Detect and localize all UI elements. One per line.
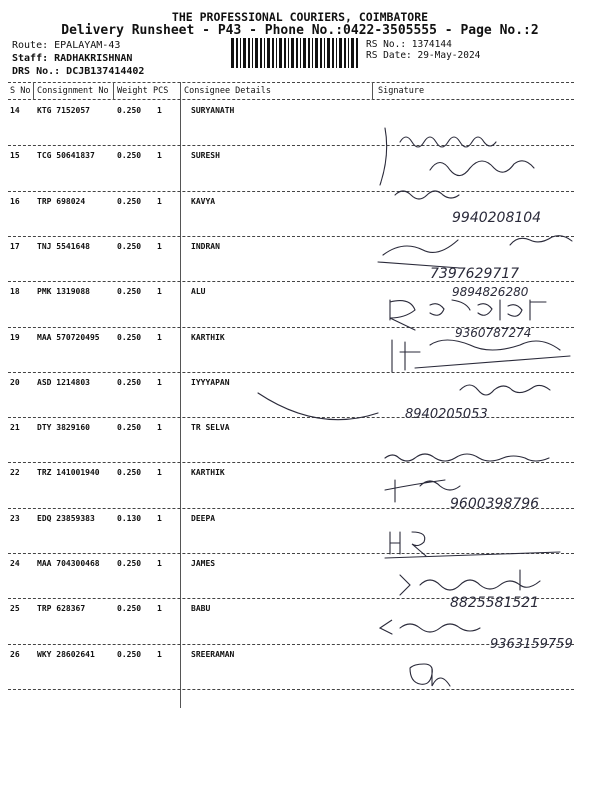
barcode-bar bbox=[231, 38, 234, 68]
barcode-bar bbox=[312, 38, 313, 68]
barcode-bar bbox=[236, 38, 238, 68]
row-sno: 20 bbox=[10, 377, 20, 387]
row-consignment-no: TRP 698024 bbox=[37, 196, 86, 206]
row-divider bbox=[8, 553, 574, 554]
column-divider bbox=[180, 82, 181, 708]
barcode-bar bbox=[348, 38, 349, 68]
barcode-bar bbox=[272, 38, 274, 68]
handwritten-phone: 9894826280 bbox=[452, 285, 529, 299]
row-sno: 18 bbox=[10, 287, 20, 297]
row-divider bbox=[8, 327, 574, 328]
row-divider bbox=[8, 191, 574, 192]
column-header-pcs: PCS bbox=[153, 86, 169, 96]
row-weight: 0.250 bbox=[117, 106, 142, 115]
column-divider bbox=[372, 82, 373, 100]
barcode-bar bbox=[288, 38, 289, 68]
barcode-image bbox=[231, 38, 359, 68]
row-consignee: KARTHIK bbox=[191, 332, 225, 342]
row-sno: 19 bbox=[10, 332, 20, 342]
row-consignment-no: TRZ 141001940 bbox=[37, 468, 100, 478]
handwritten-phone: 8825581521 bbox=[450, 595, 540, 611]
row-divider bbox=[8, 689, 574, 690]
row-divider bbox=[8, 508, 574, 509]
row-pcs: 1 bbox=[157, 468, 162, 478]
row-weight: 0.250 bbox=[117, 377, 142, 387]
row-sno: 15 bbox=[10, 151, 20, 161]
row-consignee: DEEPA bbox=[191, 513, 216, 523]
row-divider bbox=[8, 372, 574, 373]
row-weight: 0.250 bbox=[117, 649, 142, 659]
row-sno: 26 bbox=[10, 649, 20, 659]
barcode-bar bbox=[240, 38, 241, 68]
row-pcs: 1 bbox=[157, 241, 162, 251]
row-divider bbox=[8, 281, 574, 282]
row-consignee: BABU bbox=[191, 604, 211, 614]
row-consignee: SURESH bbox=[191, 151, 220, 161]
row-consignee: SURYANATH bbox=[191, 106, 235, 115]
row-weight: 0.250 bbox=[117, 559, 142, 568]
row-consignment-no: PMK 1319088 bbox=[37, 287, 90, 297]
row-consignment-no: ASD 1214803 bbox=[37, 377, 90, 387]
handwritten-phone: 9600398796 bbox=[450, 496, 540, 512]
barcode-bar bbox=[327, 38, 330, 68]
column-header-consignee: Consignee Details bbox=[184, 86, 271, 96]
row-sno: 14 bbox=[10, 106, 20, 115]
handwritten-phone: 7397629717 bbox=[430, 266, 520, 282]
row-divider bbox=[8, 644, 574, 645]
row-consignment-no: EDQ 23859383 bbox=[37, 513, 95, 523]
route-label: Route: EPALAYAM-43 bbox=[12, 40, 121, 51]
row-pcs: 1 bbox=[157, 106, 162, 115]
row-pcs: 1 bbox=[157, 151, 162, 161]
barcode-bar bbox=[276, 38, 277, 68]
row-consignee: ALU bbox=[191, 287, 206, 297]
row-weight: 0.250 bbox=[117, 287, 142, 297]
row-consignment-no: TNJ 5541648 bbox=[37, 241, 90, 251]
row-pcs: 1 bbox=[157, 196, 162, 206]
row-weight: 0.250 bbox=[117, 196, 142, 206]
row-consignment-no: MAA 704300468 bbox=[37, 559, 100, 568]
barcode-bar bbox=[279, 38, 282, 68]
barcode-bar bbox=[339, 38, 342, 68]
column-header-consignment: Consignment No bbox=[37, 86, 109, 96]
barcode-bar bbox=[267, 38, 270, 68]
barcode-bar bbox=[300, 38, 301, 68]
barcode-bar bbox=[320, 38, 322, 68]
barcode-bar bbox=[284, 38, 286, 68]
staff-label: Staff: RADHAKRISHNAN bbox=[12, 53, 133, 64]
barcode-bar bbox=[255, 38, 258, 68]
row-consignee: SREERAMAN bbox=[191, 649, 235, 659]
row-sno: 21 bbox=[10, 423, 20, 433]
row-consignee: JAMES bbox=[191, 559, 216, 568]
row-pcs: 1 bbox=[157, 423, 162, 433]
barcode-bar bbox=[324, 38, 325, 68]
barcode-bar bbox=[264, 38, 265, 68]
barcode-bar bbox=[248, 38, 250, 68]
row-consignment-no: KTG 7152057 bbox=[37, 106, 90, 115]
rs-date: RS Date: 29-May-2024 bbox=[366, 50, 481, 61]
barcode-bar bbox=[243, 38, 246, 68]
row-weight: 0.250 bbox=[117, 468, 142, 478]
row-sno: 16 bbox=[10, 196, 20, 206]
row-pcs: 1 bbox=[157, 377, 162, 387]
handwritten-phone: 8940205053 bbox=[405, 407, 488, 422]
row-weight: 0.130 bbox=[117, 513, 142, 523]
handwritten-phone: 9360787274 bbox=[455, 326, 532, 340]
barcode-bar bbox=[252, 38, 253, 68]
table-top-rule bbox=[8, 82, 574, 83]
row-consignee: TR SELVA bbox=[191, 423, 230, 433]
row-weight: 0.250 bbox=[117, 604, 142, 614]
row-consignee: IYYYAPAN bbox=[191, 377, 230, 387]
row-sno: 25 bbox=[10, 604, 20, 614]
row-sno: 23 bbox=[10, 513, 20, 523]
row-divider bbox=[8, 145, 574, 146]
row-divider bbox=[8, 462, 574, 463]
row-divider bbox=[8, 417, 574, 418]
row-pcs: 1 bbox=[157, 649, 162, 659]
row-divider bbox=[8, 236, 574, 237]
row-consignee: KAVYA bbox=[191, 196, 216, 206]
row-pcs: 1 bbox=[157, 559, 162, 568]
row-pcs: 1 bbox=[157, 332, 162, 342]
row-sno: 24 bbox=[10, 559, 20, 568]
row-sno: 17 bbox=[10, 241, 20, 251]
row-consignment-no: WKY 28602641 bbox=[37, 649, 95, 659]
column-header-weight: Weight bbox=[117, 86, 148, 96]
barcode-bar bbox=[315, 38, 318, 68]
column-header-signature: Signature bbox=[378, 86, 425, 96]
barcode-bar bbox=[351, 38, 354, 68]
handwritten-phone: 9940208104 bbox=[452, 210, 542, 226]
header-bottom-rule bbox=[8, 99, 574, 100]
row-weight: 0.250 bbox=[117, 423, 142, 433]
drs-number: DRS No.: DCJB137414402 bbox=[12, 66, 145, 77]
row-pcs: 1 bbox=[157, 287, 162, 297]
row-consignee: KARTHIK bbox=[191, 468, 225, 478]
rs-number: RS No.: 1374144 bbox=[366, 39, 452, 50]
row-weight: 0.250 bbox=[117, 151, 142, 161]
row-consignee: INDRAN bbox=[191, 241, 220, 251]
barcode-bar bbox=[332, 38, 334, 68]
column-header-sno: S No bbox=[10, 86, 31, 96]
column-divider bbox=[33, 82, 34, 100]
barcode-bar bbox=[308, 38, 310, 68]
row-weight: 0.250 bbox=[117, 241, 142, 251]
barcode-bar bbox=[303, 38, 306, 68]
handwritten-phone: 9363159759 bbox=[490, 637, 573, 652]
row-divider bbox=[8, 598, 574, 599]
barcode-bar bbox=[344, 38, 346, 68]
barcode-bar bbox=[336, 38, 337, 68]
barcode-bar bbox=[296, 38, 298, 68]
barcode-bar bbox=[260, 38, 262, 68]
barcode-bar bbox=[291, 38, 294, 68]
row-consignment-no: DTY 3829160 bbox=[37, 423, 90, 433]
row-pcs: 1 bbox=[157, 513, 162, 523]
company-name: THE PROFESSIONAL COURIERS, COIMBATORE bbox=[171, 10, 429, 24]
runsheet-title: Delivery Runsheet - P43 - Phone No.:0422-3505555 - Page No.:2 bbox=[61, 23, 539, 38]
row-consignment-no: TCG 50641837 bbox=[37, 151, 95, 161]
row-sno: 22 bbox=[10, 468, 20, 478]
row-pcs: 1 bbox=[157, 604, 162, 614]
column-divider bbox=[113, 82, 114, 100]
row-consignment-no: TRP 628367 bbox=[37, 604, 86, 614]
row-weight: 0.250 bbox=[117, 332, 142, 342]
barcode-bar bbox=[356, 38, 358, 68]
row-consignment-no: MAA 570720495 bbox=[37, 332, 100, 342]
